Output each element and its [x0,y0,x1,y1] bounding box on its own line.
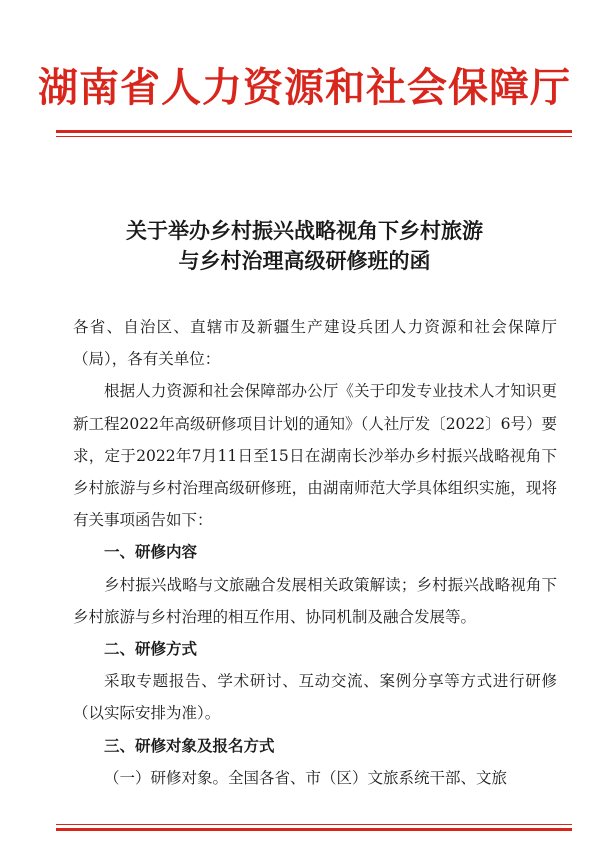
section-heading-participants: 三、研修对象及报名方式 [104,736,275,755]
section-text-method: 采取专题报告、学术研讨、互动交流、案例分享等方式进行研修（以实际安排为准）。 [73,672,557,723]
section-heading-content: 一、研修内容 [104,543,198,562]
letterhead-rule-thick [56,130,572,133]
addressee: 各省、自治区、直辖市及新疆生产建设兵团人力资源和社会保障厅（局），各有关单位： [73,318,557,369]
letterhead-org-name: 湖南省人力资源和社会保障厅 [38,65,571,111]
document-body [73,311,557,794]
section-text-participants: （一）研修对象。全国各省、市（区）文旅系统干部、文旅 [104,768,508,787]
footer-rule-thin [56,824,572,825]
letterhead-rule-thin [56,136,572,137]
intro-paragraph: 根据人力资源和社会保障部办公厅《关于印发专业技术人才知识更新工程2022年高级研修项目计划的通知》（人社厅发〔2022〕6号）要求，定于2022年7月11日至15日在湖南长沙举办乡村振兴战略视角下乡村旅游与乡村治理高级研修班，由湖南师范大学具体组织实施，现将有关事项函告如下： [73,382,558,530]
footer-rule-thick [56,828,572,831]
section-heading-method: 二、研修方式 [104,640,198,659]
section-text-content: 乡村振兴战略与文旅融合发展相关政策解读；乡村振兴战略视角下乡村旅游与乡村治理的相互作用、协同机制及融合发展等。 [73,575,557,626]
document-title-line-2: 与乡村治理高级研修班的函 [178,248,431,273]
document-title-line-1: 关于举办乡村振兴战略视角下乡村旅游 [126,218,483,243]
